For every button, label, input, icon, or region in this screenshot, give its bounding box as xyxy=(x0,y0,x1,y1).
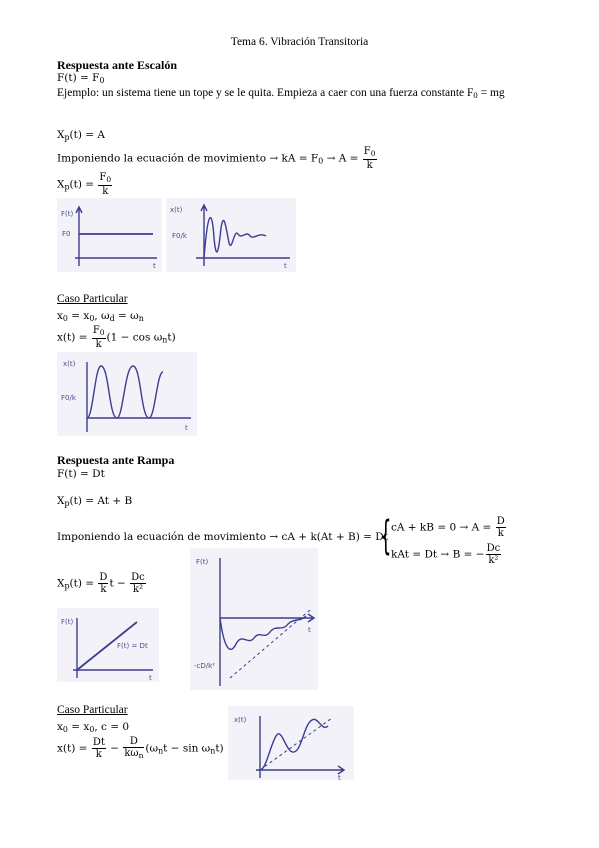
system-brace: { xyxy=(379,513,392,559)
sketch-step-force xyxy=(57,198,162,272)
ramp-system-eq2: kAt = Dt → B = − $\frac{Dc}{\text{k²}}$ xyxy=(391,543,501,566)
step-response-xlabel: t xyxy=(284,262,287,270)
case1-xlabel: t xyxy=(185,424,188,432)
step-force-plot xyxy=(57,198,162,272)
ramp-force-line-label: F(t) = Dt xyxy=(117,642,148,650)
ramp-response-plot xyxy=(190,548,318,690)
ramp-response-ylabel: F(t) xyxy=(196,558,209,566)
step-response-level: F0/k xyxy=(172,232,187,240)
case2-ylabel: x(t) xyxy=(234,716,247,724)
step-xp-solution: $X_p(t)$ = $\frac{F_0}{k}$ xyxy=(57,172,112,197)
ramp-xp-solution: $X_p(t)$ = $\frac{D}{k}$ t − $\frac{Dc}{\text{k²}}$ xyxy=(57,572,145,595)
ramp-xp-eq: $X_p(t) = At + B$ xyxy=(57,495,133,508)
case2-solution: x(t) = $\frac{Dt}{k}$ − $\frac{D}{k\omega_n}$ $(\omega_nt - \sin \omega_nt)$ xyxy=(57,736,224,760)
step-example-text: Ejemplo: un sistema tiene un tope y se le quita. Empieza a caer con una fuerza constante $F_0$ = mg xyxy=(57,87,505,100)
step-imposing-eq: Imponiendo la ecuación de movimiento → kA = $F_0 \to A$ = $\frac{F_0}{k}$ xyxy=(57,146,376,171)
section-heading-ramp: Respuesta ante Rampa xyxy=(57,453,175,467)
section-heading-step: Respuesta ante Escalón xyxy=(57,58,178,72)
case2-conditions: $x_0 = x_0$, c = 0 xyxy=(57,721,130,734)
case1-solution: x(t) = $\frac{F_0}{k}$ $(1 - \cos \omega_nt)$ xyxy=(57,325,176,350)
step-xp-eq: $X_p(t) = A$ xyxy=(57,129,105,142)
step-response-ylabel: x(t) xyxy=(170,206,183,214)
ramp-response-offset: -cD/k² xyxy=(194,662,215,670)
ramp-imposing-eq: Imponiendo la ecuación de movimiento → cA + k(At + B) = Dt xyxy=(57,531,388,543)
ramp-force-plot xyxy=(57,608,159,682)
sketch-step-response xyxy=(166,198,296,272)
sketch-case1 xyxy=(57,352,197,436)
case2-plot xyxy=(228,706,354,780)
ramp-force-xlabel: t xyxy=(149,674,152,682)
case2-heading: Caso Particular xyxy=(57,704,128,716)
case1-plot xyxy=(57,352,197,436)
case1-ylabel: x(t) xyxy=(63,360,76,368)
step-force-eq: $F(t) = F_0$ xyxy=(57,72,105,85)
ramp-force-eq: F(t) = Dt xyxy=(57,468,105,480)
case1-level: F0/k xyxy=(61,394,76,402)
step-force-xlabel: t xyxy=(153,262,156,270)
step-force-ylabel: F(t) xyxy=(61,210,74,218)
case1-heading: Caso Particular xyxy=(57,293,128,305)
sketch-case2 xyxy=(228,706,354,780)
ramp-response-xlabel: t xyxy=(308,626,311,634)
case2-xlabel: t xyxy=(338,774,341,780)
case1-conditions: $x_0 = x_0$, $\omega_d = \omega_n$ xyxy=(57,310,144,323)
step-force-level: F0 xyxy=(62,230,71,238)
sketch-ramp-force xyxy=(57,608,159,682)
page-title: Tema 6. Vibración Transitoria xyxy=(230,36,369,48)
step-response-plot xyxy=(166,198,296,272)
ramp-force-ylabel: F(t) xyxy=(61,618,74,626)
sketch-ramp-response xyxy=(190,548,318,690)
ramp-system-eq1: cA + kB = 0 → A = $\frac{D}{k}$ xyxy=(391,516,505,539)
